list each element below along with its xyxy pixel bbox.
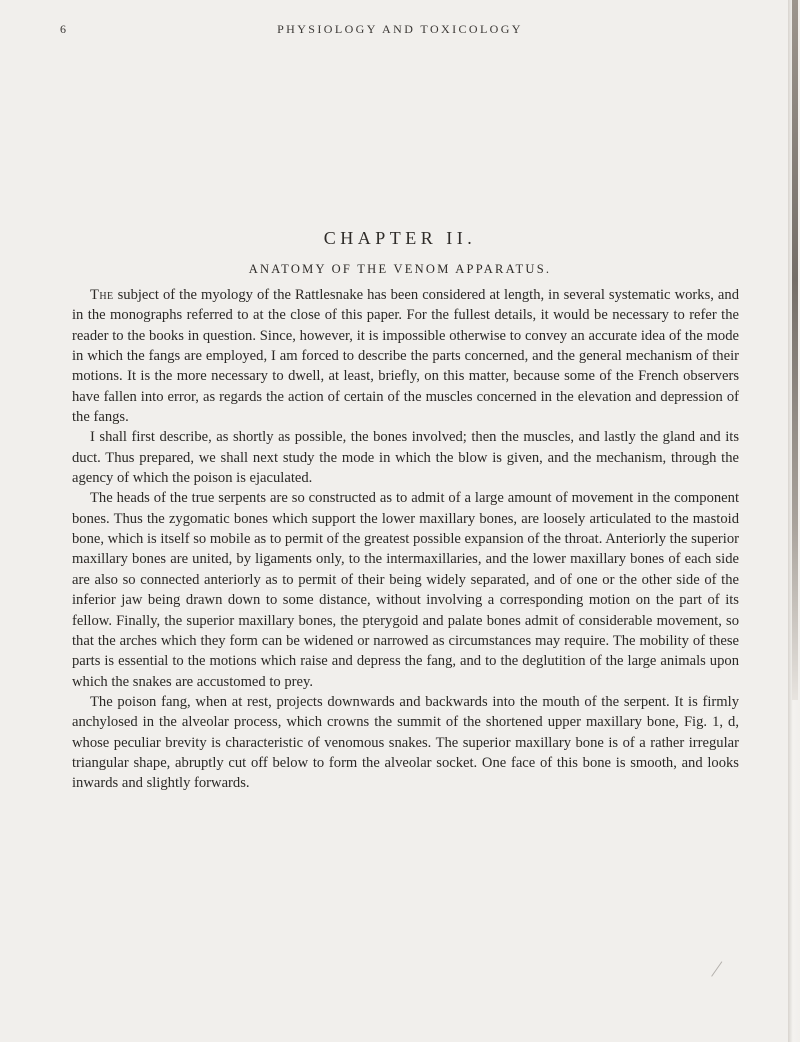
paragraph-lead: The: [90, 287, 114, 303]
page-number: 6: [60, 22, 69, 36]
body-text: [72, 285, 739, 794]
paragraph-text: subject of the myology of the Rattlesnake has been considered at length, in several systematic works, and in the monographs referred to at the close of this paper. For the fullest details, it would be necessary to refer the reader to the books in question. Since, however, it is impossible otherwise to convey an accurate idea of the mode in which the fangs are employed, I am forced to describe the parts concerned, and the general mechanism of their motions. It is the more necessary to dwell, at least, briefly, on this matter, because some of the French observers have fallen into error, as regards the action of certain of the muscles concerned in the elevation and depression of the fangs.: [72, 287, 739, 426]
paragraph-text: I shall first describe, as shortly as possible, the bones involved; then the muscles, and lastly the gland and its duct. Thus prepared, we shall next study the mode in which the blow is given, and the mechanism, through the agency of which the poison is ejaculated.: [72, 429, 739, 487]
paragraph: [72, 488, 739, 691]
running-title: PHYSIOLOGY AND TOXICOLOGY: [277, 22, 523, 36]
chapter-title: ANATOMY OF THE VENOM APPARATUS.: [248, 262, 552, 276]
paragraph-text: The poison fang, when at rest, projects downwards and backwards into the mouth of the serpent. It is firmly anchylosed in the alveolar process, which crowns the summit of the shortened upper maxillary bone, Fig. 1, d, whose peculiar brevity is characteristic of venomous snakes. The superior maxillary bone is of a rather irregular triangular shape, abruptly cut off below to form the alveolar socket. One face of this bone is smooth, and looks inwards and slightly forwards.: [72, 693, 739, 792]
scan-mark: [711, 961, 734, 984]
paragraph: [72, 692, 739, 794]
paragraph-text: The heads of the true serpents are so constructed as to admit of a large amount of movement in the component bones. Thus the zygomatic bones which support the lower maxillary bones, are loosely articulated to the mastoid bone, which is itself so mobile as to permit of the greatest possible expansion of the throat. Anteriorly the superior maxillary bones are united, by ligaments only, to the intermaxillaries, and the lower maxillary bones of each side are also so connected anteriorly as to permit of their being widely separated, and of one or the other side of the inferior jaw being drawn down to some distance, without involving a corresponding motion on the part of its fellow. Finally, the superior maxillary bones, the pterygoid and palate bones admit of considerable movement, so that the arches which they form can be widened or narrowed as circumstances may require. The mobility of these parts is essential to the motions which raise and depress the fang, and to the deglutition of the large animals upon which the snakes are accustomed to prey.: [72, 490, 739, 690]
paragraph: [72, 285, 739, 427]
paragraph: [72, 427, 739, 488]
binding-shadow: [792, 0, 798, 700]
chapter-heading: CHAPTER II.: [323, 228, 477, 248]
